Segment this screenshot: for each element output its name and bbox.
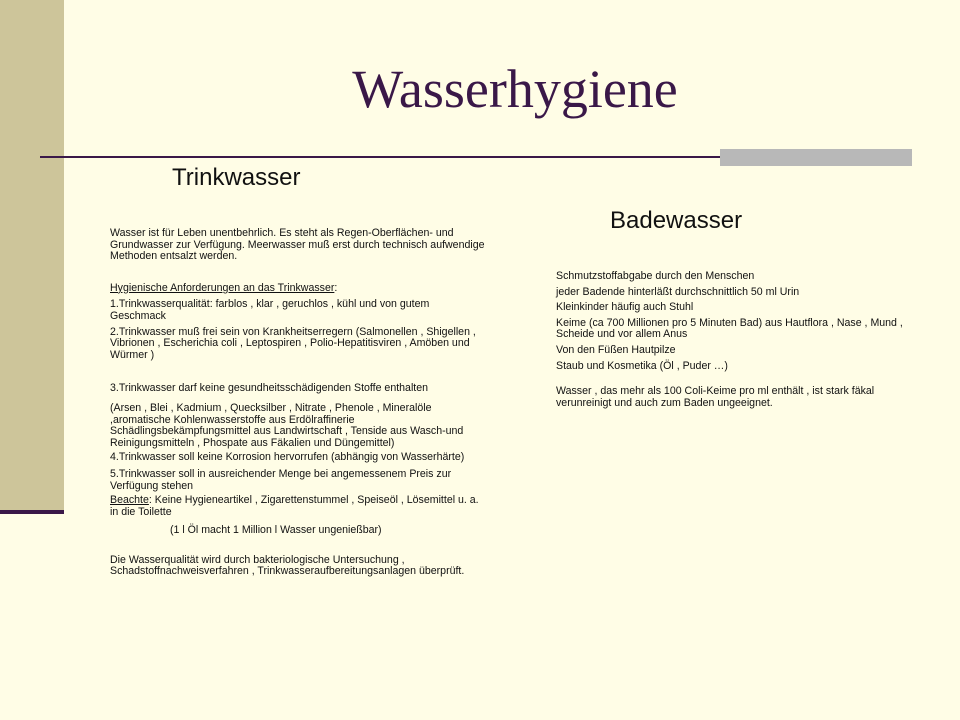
note-text: : Keine Hygieneartikel , Zigarettenstummel , Speiseöl , Lösemittel u. a. in die Toilette <box>110 494 479 518</box>
badewasser-line-4: Keime (ca 700 Millionen pro 5 Minuten Bad) aus Hautflora , Nase , Mund , Scheide und vor allem Anus <box>556 316 903 341</box>
badewasser-line-1: Schmutzstoffabgabe durch den Menschen <box>556 270 755 282</box>
requirement-3: 3.Trinkwasser darf keine gesundheitsschädigenden Stoffe enthalten <box>110 382 429 395</box>
note-detail: (1 l Öl macht 1 Million l Wasser ungenießbar) <box>170 524 382 537</box>
note-label: Beachte <box>110 494 149 507</box>
trinkwasser-column <box>110 228 485 578</box>
badewasser-line-3: Kleinkinder häufig auch Stuhl <box>556 301 694 314</box>
requirements-heading-text: Hygienische Anforderungen an das Trinkwasser <box>110 281 335 294</box>
requirement-5: 5.Trinkwasser soll in ausreichender Menge bei angemessenem Preis zur Verfügung stehen <box>110 467 452 492</box>
title-divider-accent <box>720 149 912 166</box>
requirements-heading-colon: : <box>334 281 338 294</box>
requirement-1: 1.Trinkwasserqualität: farblos , klar , geruchlos , kühl und von gutem Geschmack <box>110 298 430 322</box>
badewasser-heading: Badewasser <box>610 207 743 234</box>
badewasser-closing: Wasser , das mehr als 100 Coli-Keime pro ml enthält , ist stark fäkal verunreinigt und auch zum Baden ungeeignet. <box>556 385 875 409</box>
badewasser-column <box>556 271 916 409</box>
decorative-side-bar <box>0 0 64 512</box>
slide-title: Wasserhygiene <box>352 59 678 119</box>
trinkwasser-closing: Die Wasserqualität wird durch bakteriologische Untersuchung , Schadstoffnachweisverfahren , Trinkwasseraufbereitungsanlagen überprüft. <box>110 553 465 578</box>
badewasser-line-5: Von den Füßen Hautpilze <box>556 343 676 356</box>
requirement-2: 2.Trinkwasser muß frei sein von Krankheitserregern (Salmonellen , Shigellen , Vibrionen , Escherichia coli , Leptospiren , Polio-Hepatitisviren , Amöben und Würmer ) <box>110 325 476 361</box>
requirement-4: 4.Trinkwasser soll keine Korrosion hervorrufen (abhängig von Wasserhärte) <box>110 451 465 464</box>
badewasser-line-6: Staub und Kosmetika (Öl , Puder …) <box>556 359 728 372</box>
badewasser-line-2: jeder Badende hinterläßt durchschnittlich 50 ml Urin <box>556 285 800 298</box>
requirements-heading <box>110 283 485 295</box>
trinkwasser-heading: Trinkwasser <box>172 164 301 191</box>
requirement-3-detail: (Arsen , Blei , Kadmium , Quecksilber , Nitrate , Phenole , Mineralöle ,aromatische Kohlenwasserstoffe aus Erdölraffinerie Schädlingsbekämpfungsmittel aus Landwirtschaft , Tenside aus Wasch-und Reinigungsmitteln , Phospate aus Fäkalien und Düngemittel) <box>110 401 464 449</box>
note <box>110 495 485 518</box>
trinkwasser-intro: Wasser ist für Leben unentbehrlich. Es steht als Regen-Oberflächen- und Grundwasser zur Verfügung. Meerwasser muß erst durch technisch aufwendige Methoden entsalzt werden. <box>110 227 485 263</box>
decorative-side-bar-underline <box>0 510 64 514</box>
